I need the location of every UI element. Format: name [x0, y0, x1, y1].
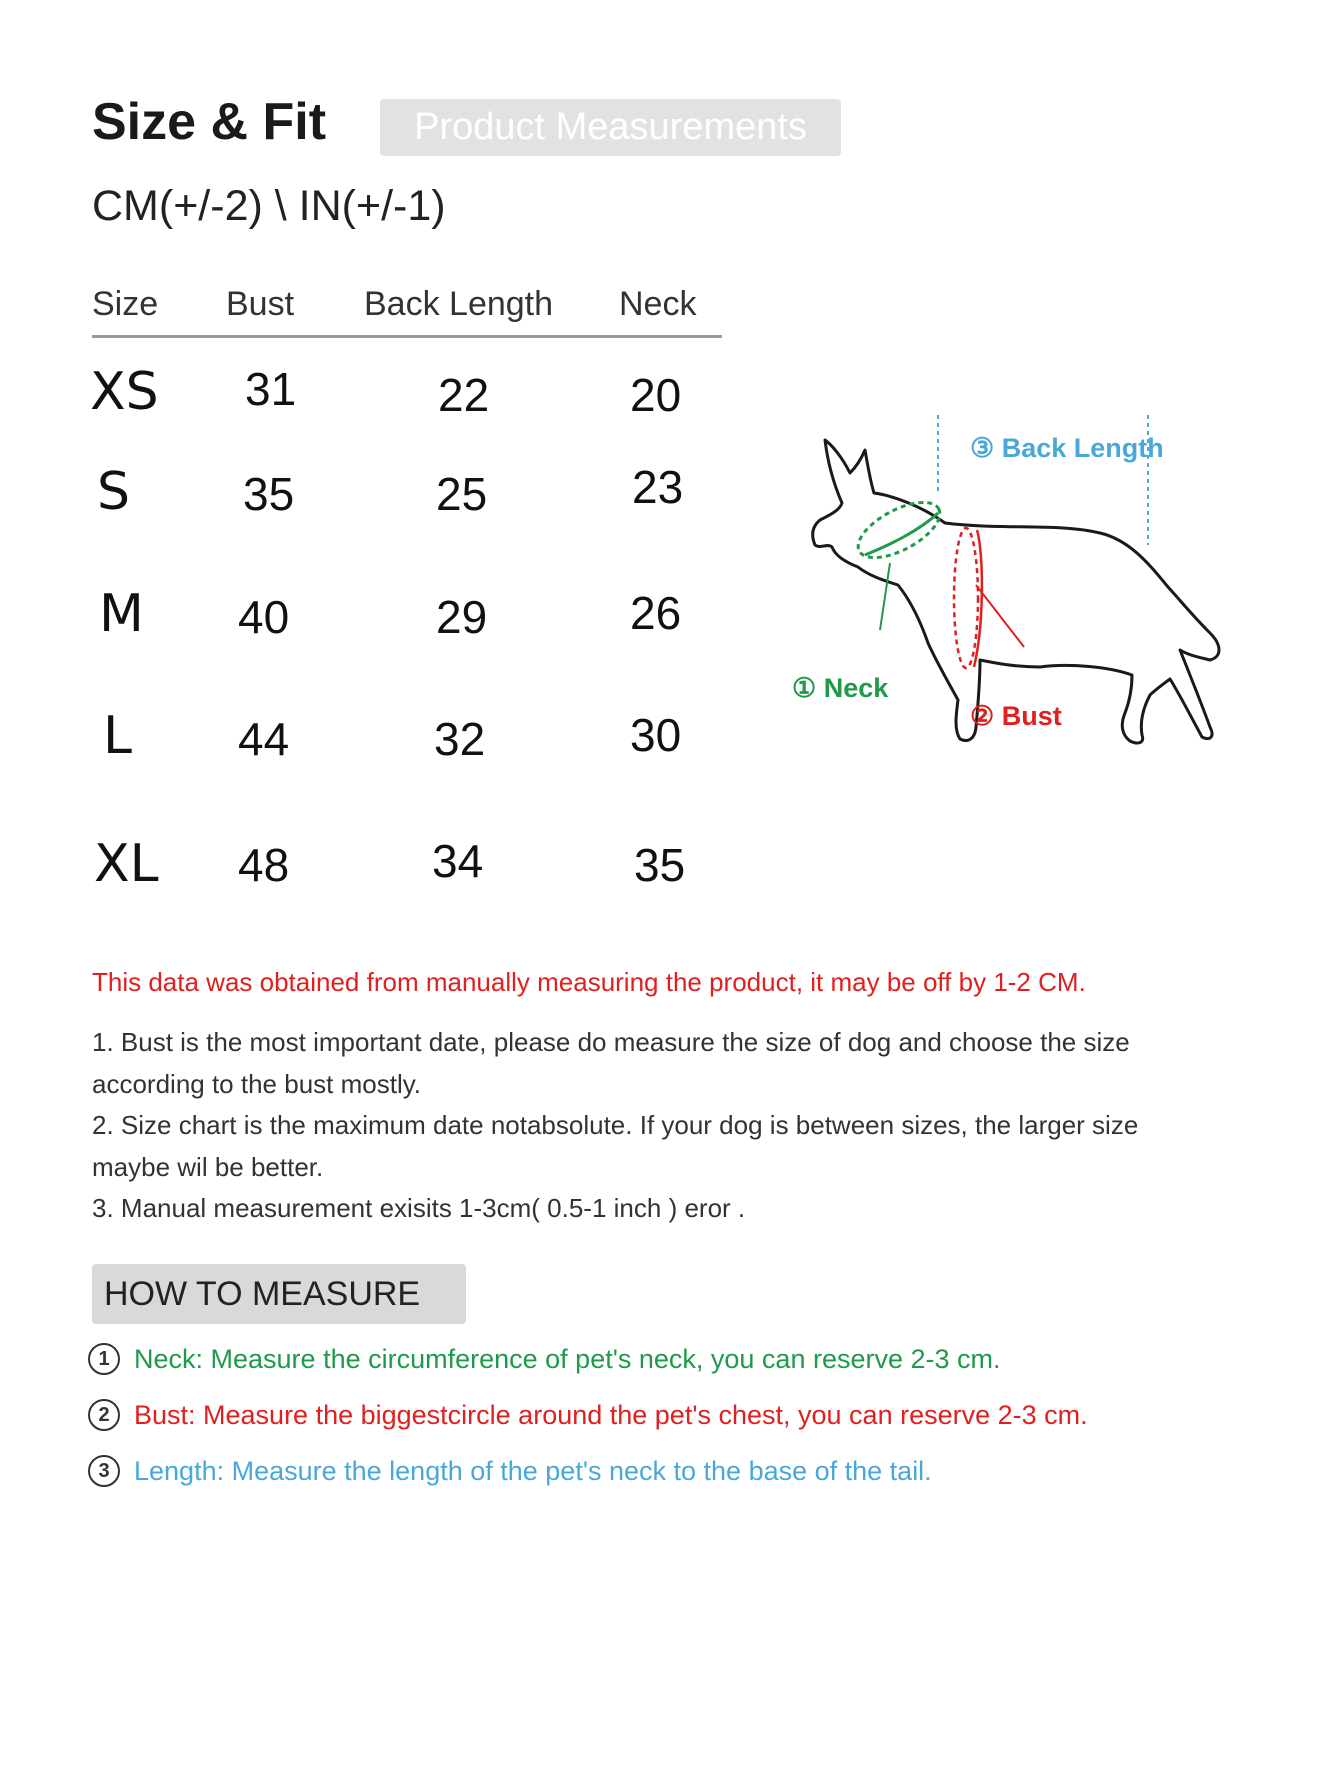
step-text: Bust: Measure the biggestcircle around the pet's chest, you can reserve 2-3 cm.: [134, 1399, 1088, 1430]
tolerance-note: CM(+/-2) \ IN(+/-1): [92, 182, 446, 230]
bust-cell: 35: [243, 468, 295, 520]
bust-cell: 31: [245, 363, 297, 415]
size-cell: XS: [90, 362, 159, 422]
dog-measurement-diagram: [770, 405, 1250, 785]
neck-cell: 30: [630, 709, 682, 761]
note-item: 2. Size chart is the maximum date notabsolute. If your dog is between sizes, the larger size maybe wil be better.: [92, 1110, 1139, 1182]
back-length-cell: 29: [436, 591, 488, 643]
neck-label: ① Neck: [792, 673, 889, 703]
column-header-bust: Bust: [226, 285, 295, 323]
back-length-cell: 25: [436, 468, 488, 520]
note-item: 3. Manual measurement exisits 1-3cm( 0.5-1 inch ) eror .: [92, 1193, 746, 1223]
measure-step-bust: [88, 1399, 1088, 1431]
step-number-badge: 2: [88, 1399, 120, 1431]
step-text: Length: Measure the length of the pet's neck to the base of the tail.: [134, 1455, 932, 1486]
neck-cell: 23: [632, 461, 684, 513]
page-title: Size & Fit: [92, 93, 327, 151]
note-item: 1. Bust is the most important date, please do measure the size of dog and choose the size according to the bust mostly.: [92, 1027, 1130, 1099]
measure-step-length: [88, 1455, 932, 1487]
column-header-back-length: Back Length: [364, 285, 554, 323]
size-cell: S: [97, 462, 131, 522]
size-cell: XL: [94, 834, 159, 894]
neck-cell: 35: [634, 839, 686, 891]
column-header-size: Size: [92, 285, 159, 323]
sizing-notes: [92, 1022, 1192, 1230]
bust-cell: 40: [238, 591, 290, 643]
bust-cell: 44: [238, 713, 290, 765]
step-number-badge: 3: [88, 1455, 120, 1487]
measure-step-neck: [88, 1343, 1001, 1375]
back-length-label: ③ Back Length: [970, 433, 1164, 463]
how-to-measure-heading: HOW TO MEASURE: [92, 1264, 466, 1324]
bust-label: ② Bust: [970, 701, 1062, 731]
back-length-cell: 34: [432, 835, 484, 887]
size-cell: M: [99, 584, 144, 644]
step-number-badge: 1: [88, 1343, 120, 1375]
bust-cell: 48: [238, 839, 290, 891]
back-length-cell: 22: [438, 369, 490, 421]
column-header-neck: Neck: [619, 285, 697, 323]
size-cell: L: [103, 706, 132, 766]
neck-cell: 20: [630, 369, 682, 421]
product-measurements-tag: Product Measurements: [380, 99, 841, 156]
header-divider: [92, 335, 722, 338]
measurement-disclaimer: This data was obtained from manually measuring the product, it may be off by 1-2 CM.: [92, 967, 1086, 997]
step-text: Neck: Measure the circumference of pet's neck, you can reserve 2-3 cm.: [134, 1343, 1001, 1374]
back-length-cell: 32: [434, 713, 486, 765]
neck-cell: 26: [630, 587, 682, 639]
